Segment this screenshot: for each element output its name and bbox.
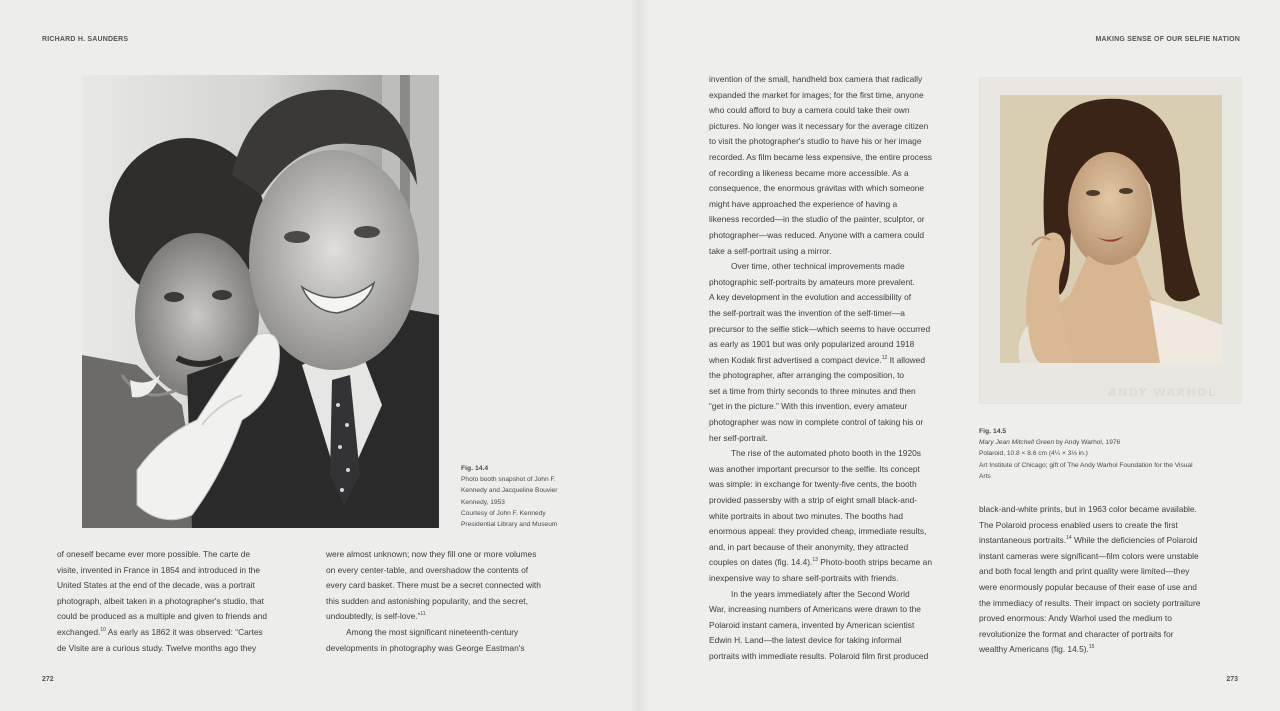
caption-title-italic: Mary Jean Mitchell Green xyxy=(979,439,1055,447)
text-line: photographer—was reduced. Anyone with a camera could xyxy=(709,229,925,240)
photo-booth-image xyxy=(82,75,439,528)
text-line: on every center-table, and overshadow the contents of xyxy=(326,564,529,575)
page-number-left: 272 xyxy=(42,676,54,683)
text-line: A key development in the evolution and accessibility of xyxy=(709,292,912,303)
text-column-2 xyxy=(326,547,586,656)
text-line: the photographer, after arranging the composition, to xyxy=(709,370,905,381)
text-line: The rise of the automated photo booth in the 1920s xyxy=(731,448,921,459)
footnote-ref: 10 xyxy=(100,627,106,634)
text-column-3 xyxy=(709,72,969,665)
text-line: white portraits in about two minutes. The booths had xyxy=(709,510,903,521)
text-line: were almost unknown; now they fill one or more volumes xyxy=(326,549,537,559)
text-line: could be produced as a multiple and given to friends and xyxy=(57,611,267,622)
page-number-right: 273 xyxy=(1226,676,1238,683)
text-line: consequence, the enormous gravitas with which someone xyxy=(709,183,925,194)
text-span: couples on dates (fig. 14.4). xyxy=(709,557,813,568)
text-line: The Polaroid process enabled users to create the first xyxy=(979,519,1178,530)
text-line: recorded. As film became less expensive, the entire process xyxy=(709,151,932,162)
warhol-polaroid xyxy=(980,78,1241,403)
text-line: expanded the market for images; for the first time, anyone xyxy=(709,89,924,100)
running-head-left: RICHARD H. SAUNDERS xyxy=(42,36,129,43)
warhol-signature: ANDY WARHOL xyxy=(1108,386,1217,399)
caption-medium: Polaroid, 10.8 × 8.6 cm (4¼ × 3⅓ in.) xyxy=(979,450,1088,458)
footnote-ref: 11 xyxy=(420,611,426,618)
text-span: As early as 1862 it was observed: “Cartes xyxy=(105,626,263,637)
caption-line: Kennedy and Jacqueline Bouvier xyxy=(461,487,558,495)
text-line xyxy=(979,533,1241,549)
text-line: set a time from thirty seconds to three minutes and then xyxy=(709,385,916,396)
text-line: of recording a likeness became more accessible. As a xyxy=(709,167,909,178)
text-span: instantaneous portraits. xyxy=(979,535,1067,546)
text-line: take a self-portrait using a mirror. xyxy=(709,245,832,256)
text-line: revolutionize the format and character of portraits for xyxy=(979,628,1174,639)
text-line: portraits with immediate results. Polaroid film first produced xyxy=(709,650,929,661)
caption-line: Courtesy of John F. Kennedy xyxy=(461,509,546,517)
text-column-4 xyxy=(979,502,1241,658)
text-line xyxy=(979,642,1241,658)
text-line: were enormously popular because of their ease of use and xyxy=(979,581,1197,592)
text-line: invention of the small, handheld box camera that radically xyxy=(709,74,923,84)
text-line: instant cameras were significant—film colors were unstable xyxy=(979,550,1199,561)
text-line: the self-portrait was the invention of the self-timer—a xyxy=(709,307,905,318)
text-line: her self-portrait. xyxy=(709,432,768,443)
text-line: United States at the end of the decade, was a portrait xyxy=(57,580,255,591)
caption-line: Photo booth snapshot of John F. xyxy=(461,476,556,484)
footnote-ref: 12 xyxy=(881,354,888,361)
footnote-ref: 14 xyxy=(1066,535,1072,542)
text-line xyxy=(709,353,969,369)
text-line: and both focal length and print quality were limited—they xyxy=(979,566,1190,577)
text-line: inexpensive way to share self-portraits with friends. xyxy=(709,573,899,583)
text-line: photograph, albeit taken in a photographer's studio, that xyxy=(57,595,264,606)
text-line: was simple: in exchange for twenty-five cents, the booth xyxy=(709,479,917,490)
text-line: as early as 1901 but was only popularized around 1918 xyxy=(709,339,915,350)
text-line: likeness recorded—in the studio of the painter, sculptor, or xyxy=(709,214,925,225)
text-line: black-and-white prints, but in 1963 color became available. xyxy=(979,504,1197,514)
text-line: who could afford to buy a camera could take their own xyxy=(709,105,910,116)
text-line xyxy=(326,609,586,625)
text-line: developments in photography was George Eastman's xyxy=(326,642,525,653)
text-line: “get in the picture.” With this invention, every amateur xyxy=(709,401,908,412)
text-span: Photo-booth strips became an xyxy=(817,557,932,568)
caption-line: Presidential Library and Museum xyxy=(461,521,558,529)
text-column-1 xyxy=(57,547,307,656)
text-line: of oneself became ever more possible. The carte de xyxy=(57,549,251,559)
text-line: to visit the photographer's studio to have his or her image xyxy=(709,136,922,147)
figure-number: Fig. 14.4 xyxy=(461,465,489,472)
caption-line: Kennedy, 1953 xyxy=(461,498,505,506)
caption-credit: Art Institute of Chicago; gift of The Andy Warhol Foundation for the Visual xyxy=(979,461,1193,469)
polaroid-portrait-image xyxy=(1000,95,1222,363)
footnote-ref: 13 xyxy=(812,557,818,564)
text-span: undoubtedly, is self-love.” xyxy=(326,611,421,622)
text-line: Edwin H. Land—the latest device for taking informal xyxy=(709,635,902,646)
text-line: de Visite are a curious study. Twelve months ago they xyxy=(57,642,257,653)
text-line: might have approached the experience of having a xyxy=(709,198,898,209)
running-head-right: MAKING SENSE OF OUR SELFIE NATION xyxy=(1095,36,1240,43)
text-line: In the years immediately after the Second World xyxy=(731,588,910,599)
figure-caption-14-5 xyxy=(979,426,1239,482)
text-line: pictures. No longer was it necessary for the average citizen xyxy=(709,120,929,131)
text-line: this sudden and astonishing popularity, and the secret, xyxy=(326,595,528,606)
photo-booth-snapshot xyxy=(82,75,439,528)
text-line xyxy=(709,555,969,571)
text-span: While the deficiencies of Polaroid xyxy=(1071,535,1198,546)
portrait-graphic xyxy=(1000,95,1222,363)
text-line: proved enormous: Andy Warhol used the medium to xyxy=(979,613,1172,624)
text-line: was another important precursor to the selfie. Its concept xyxy=(709,463,920,474)
text-line: and, in part because of their anonymity, they attracted xyxy=(709,541,909,552)
text-line: War, increasing numbers of Americans were drawn to the xyxy=(709,604,921,615)
text-line: photographer was now in complete control of taking his or xyxy=(709,417,924,428)
text-line: Polaroid instant camera, invented by American scientist xyxy=(709,619,915,630)
text-span: wealthy Americans (fig. 14.5). xyxy=(979,644,1089,655)
caption-title xyxy=(979,437,1239,448)
text-line: Among the most significant nineteenth-century xyxy=(346,626,519,637)
caption-credit: Arts xyxy=(979,472,991,480)
text-line: Over time, other technical improvements made xyxy=(731,261,905,272)
text-line xyxy=(57,625,307,641)
text-line: photographic self-portraits by amateurs more prevalent. xyxy=(709,276,915,287)
figure-caption-14-4 xyxy=(461,463,611,530)
text-span: It allowed xyxy=(887,354,925,365)
text-line: every card basket. There must be a secret connected with xyxy=(326,580,541,591)
book-gutter xyxy=(630,0,650,711)
text-line: precursor to the selfie stick—which seems to have occurred xyxy=(709,323,931,334)
text-line: enormous appeal: they provided cheap, immediate results, xyxy=(709,526,927,537)
figure-number: Fig. 14.5 xyxy=(979,428,1007,435)
text-span: when Kodak first advertised a compact device. xyxy=(709,354,882,365)
text-span: exchanged. xyxy=(57,626,101,637)
text-line: provided passersby with a strip of eight small black-and- xyxy=(709,495,918,506)
footnote-ref: 15 xyxy=(1088,644,1095,651)
text-line: the immediacy of results. Their impact on society portraiture xyxy=(979,597,1201,608)
caption-title-rest: by Andy Warhol, 1976 xyxy=(1054,439,1121,447)
text-line: visite, invented in France in 1854 and introduced in the xyxy=(57,564,260,575)
